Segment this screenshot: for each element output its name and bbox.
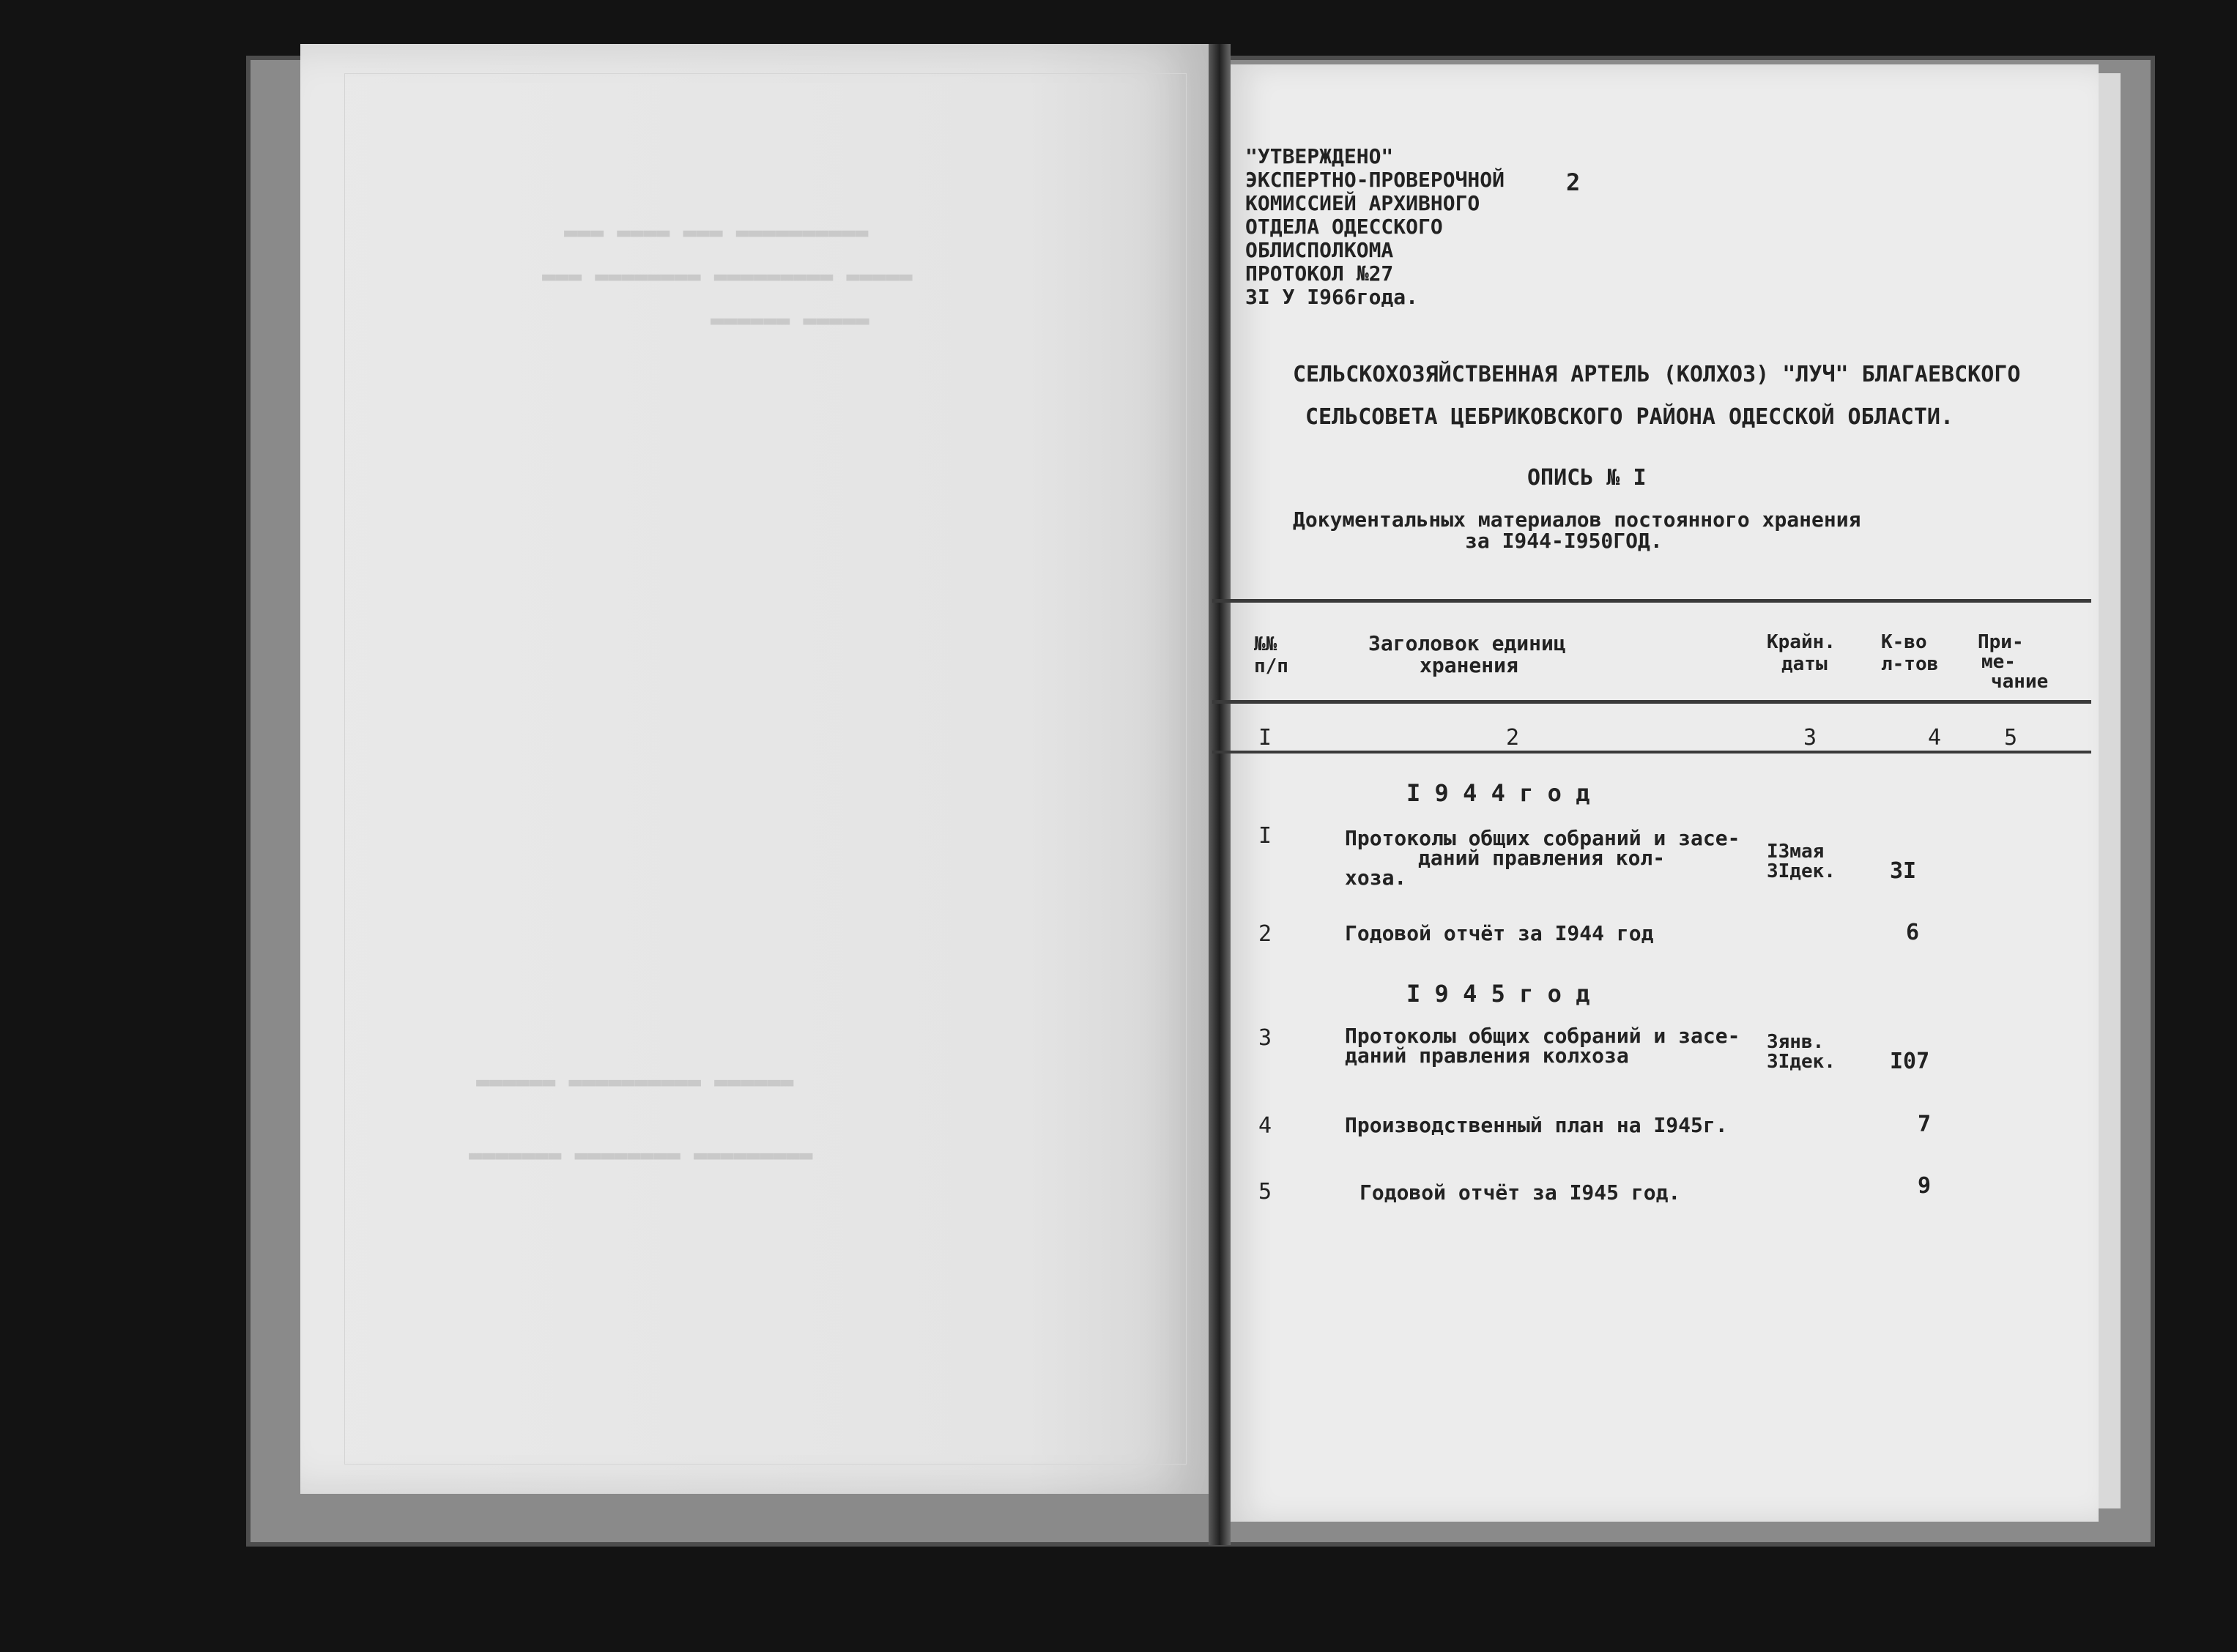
- col-number: 5: [2004, 725, 2018, 751]
- row-num: 5: [1258, 1179, 1272, 1205]
- inventory-period: за I944-I950ГОД.: [1465, 529, 1663, 553]
- col-header-title-2: хранения: [1420, 653, 1518, 677]
- approval-stamp: [1245, 145, 1505, 309]
- row-title: Годовой отчёт за I945 год.: [1359, 1180, 1681, 1205]
- row-dates: I3мая: [1767, 841, 1825, 863]
- col-header-dates: Крайн.: [1767, 631, 1836, 653]
- col-header-title: Заголовок единиц: [1368, 631, 1566, 655]
- row-title: хоза.: [1345, 866, 1407, 890]
- col-number: 4: [1928, 725, 1942, 751]
- approval-line: ОТДЕЛА ОДЕССКОГО: [1245, 215, 1443, 239]
- row-count: 6: [1906, 920, 1920, 945]
- col-header-note-2: ме-: [1981, 651, 2016, 673]
- approval-line: ЭКСПЕРТНО-ПРОВЕРОЧНОЙ: [1245, 168, 1505, 192]
- col-header-dates-2: даты: [1781, 653, 1828, 675]
- org-title-line2: СЕЛЬСОВЕТА ЦЕБРИКОВСКОГО РАЙОНА ОДЕССКОЙ ОБЛАСТИ.: [1305, 404, 1954, 430]
- row-count: 7: [1918, 1112, 1932, 1137]
- page-number: 2: [1566, 168, 1581, 196]
- table-colnum-rule: [1212, 751, 2091, 754]
- row-count: 3I: [1890, 858, 1917, 884]
- row-dates: 3янв.: [1767, 1031, 1825, 1053]
- bleed-through-text: ▬▬▬▬▬▬ ▬▬▬▬▬: [711, 308, 869, 333]
- bleed-through-text: ▬▬▬ ▬▬▬▬▬▬▬▬ ▬▬▬▬▬▬▬▬▬ ▬▬▬▬▬: [542, 264, 913, 289]
- row-dates: 3Iдек.: [1767, 860, 1836, 882]
- section-year: I 9 4 5 г о д: [1406, 980, 1590, 1008]
- col-header-note-3: чание: [1991, 671, 2049, 693]
- col-number: 2: [1506, 725, 1520, 751]
- col-header-note: При-: [1978, 631, 2024, 653]
- section-year: I 9 4 4 г о д: [1406, 779, 1590, 807]
- approval-line: ПРОТОКОЛ №27: [1245, 261, 1394, 286]
- row-dates: 3Iдек.: [1767, 1051, 1836, 1073]
- row-title: даний правления кол-: [1418, 846, 1666, 870]
- col-header-count-2: л-тов: [1881, 653, 1939, 675]
- approval-line: КОМИССИЕЙ АРХИВНОГО: [1245, 191, 1480, 215]
- row-title: Протоколы общих собраний и засе-: [1345, 826, 1740, 850]
- row-num: I: [1258, 823, 1272, 849]
- approval-date: 3I У I966года.: [1245, 285, 1419, 309]
- inventory-subtitle: Документальных материалов постоянного хранения: [1293, 507, 1861, 532]
- bleed-through-text: ▬▬▬▬▬▬▬ ▬▬▬▬▬▬▬▬ ▬▬▬▬▬▬▬▬▬: [469, 1142, 813, 1168]
- row-num: 4: [1258, 1113, 1272, 1139]
- inventory-title: ОПИСЬ № I: [1527, 465, 1647, 491]
- org-title-line1: СЕЛЬСКОХОЗЯЙСТВЕННАЯ АРТЕЛЬ (КОЛХОЗ) "ЛУЧ" БЛАГАЕВСКОГО: [1293, 362, 2021, 387]
- row-count: I07: [1890, 1049, 1930, 1074]
- row-title: Протоколы общих собраний и засе-: [1345, 1024, 1740, 1048]
- row-num: 3: [1258, 1025, 1272, 1051]
- approval-line: "УТВЕРЖДЕНО": [1245, 144, 1394, 168]
- bleed-through-text: ▬▬▬ ▬▬▬▬ ▬▬▬ ▬▬▬▬▬▬▬▬▬▬: [564, 220, 869, 245]
- row-count: 9: [1918, 1173, 1932, 1199]
- bleed-through-text: ▬▬▬▬▬▬ ▬▬▬▬▬▬▬▬▬▬ ▬▬▬▬▬▬: [476, 1069, 794, 1095]
- row-title: Производственный план на I945г.: [1345, 1113, 1728, 1137]
- table-header-rule: [1212, 700, 2091, 704]
- col-header-num: №№ п/п: [1254, 633, 1288, 677]
- left-page: [300, 44, 1209, 1494]
- row-title: даний правления колхоза: [1345, 1043, 1629, 1068]
- row-num: 2: [1258, 921, 1272, 947]
- col-header-count: К-во: [1881, 631, 1927, 653]
- book-gutter: [1209, 44, 1231, 1545]
- col-number: 3: [1803, 725, 1817, 751]
- approval-line: ОБЛИСПОЛКОМА: [1245, 238, 1394, 262]
- table-top-rule: [1212, 599, 2091, 603]
- col-number: I: [1258, 725, 1272, 751]
- row-title: Годовой отчёт за I944 год: [1345, 921, 1654, 945]
